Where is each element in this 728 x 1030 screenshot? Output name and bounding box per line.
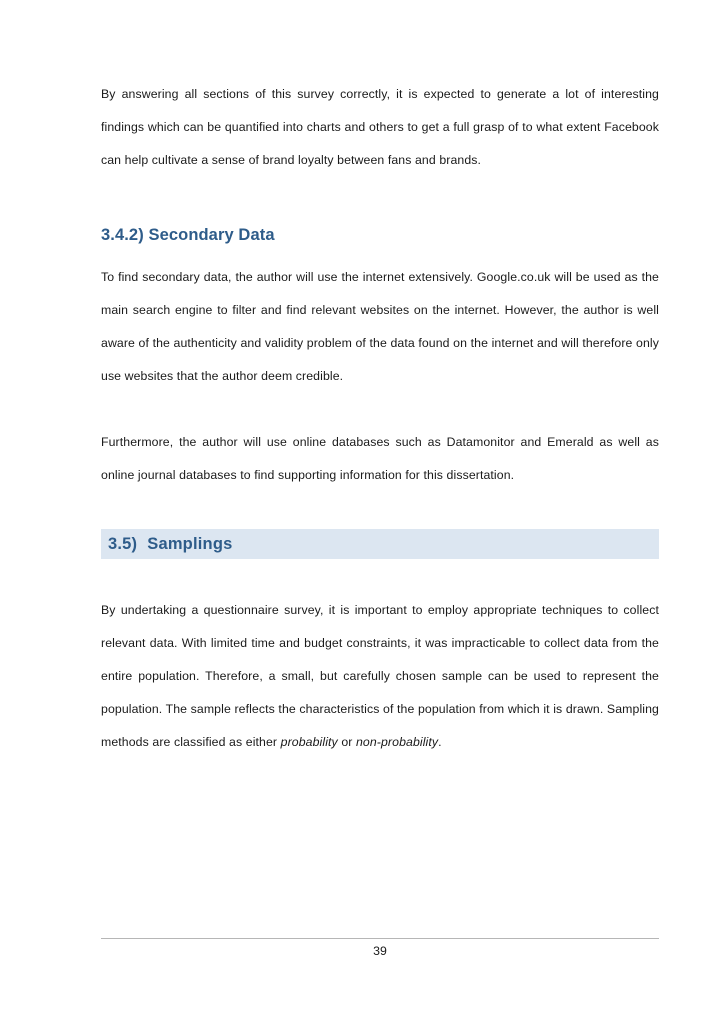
heading-samplings-number: 3.5) bbox=[108, 534, 138, 553]
samplings-text-part-b: or bbox=[337, 735, 356, 749]
samplings-text-part-a: By undertaking a questionnaire survey, it is important to employ appropriate techniques to collect relevant data. With limited time and budget constraints, it was impracticable to collect data from the entire population. Therefore, a small, but carefully chosen sample can be used to represent the population. The sample reflects the characteristics of the population from which it is drawn. Sampling methods are classified as either bbox=[101, 603, 659, 749]
samplings-emphasis-probability: probability bbox=[280, 735, 338, 749]
footer-divider bbox=[101, 938, 659, 939]
heading-band-samplings bbox=[101, 529, 659, 559]
spacer bbox=[101, 559, 659, 594]
spacer bbox=[101, 393, 659, 426]
paragraph-samplings bbox=[101, 594, 659, 759]
spacer bbox=[101, 247, 659, 261]
samplings-text-part-c: . bbox=[438, 735, 442, 749]
heading-samplings-title: Samplings bbox=[147, 534, 233, 553]
spacer bbox=[101, 492, 659, 529]
paragraph-intro: By answering all sections of this survey correctly, it is expected to generate a lot of interesting findings which can be quantified into charts and others to get a full grasp of to what extent Facebook can help cultivate a sense of brand loyalty between fans and brands. bbox=[101, 87, 659, 167]
page-content bbox=[101, 78, 659, 759]
heading-secondary-data: 3.4.2) Secondary Data bbox=[101, 226, 275, 244]
page-number: 39 bbox=[373, 944, 387, 958]
paragraph-secondary-data-2: Furthermore, the author will use online databases such as Datamonitor and Emerald as well as online journal databases to find supporting information for this dissertation. bbox=[101, 435, 659, 482]
paragraph-secondary-data-1: To find secondary data, the author will use the internet extensively. Google.co.uk will be used as the main search engine to filter and find relevant websites on the internet. However, the author is well aware of the authenticity and validity problem of the data found on the internet and will therefore only use websites that the author deem credible. bbox=[101, 270, 659, 383]
spacer bbox=[101, 177, 659, 223]
samplings-emphasis-non-probability: non-probability bbox=[355, 735, 439, 749]
